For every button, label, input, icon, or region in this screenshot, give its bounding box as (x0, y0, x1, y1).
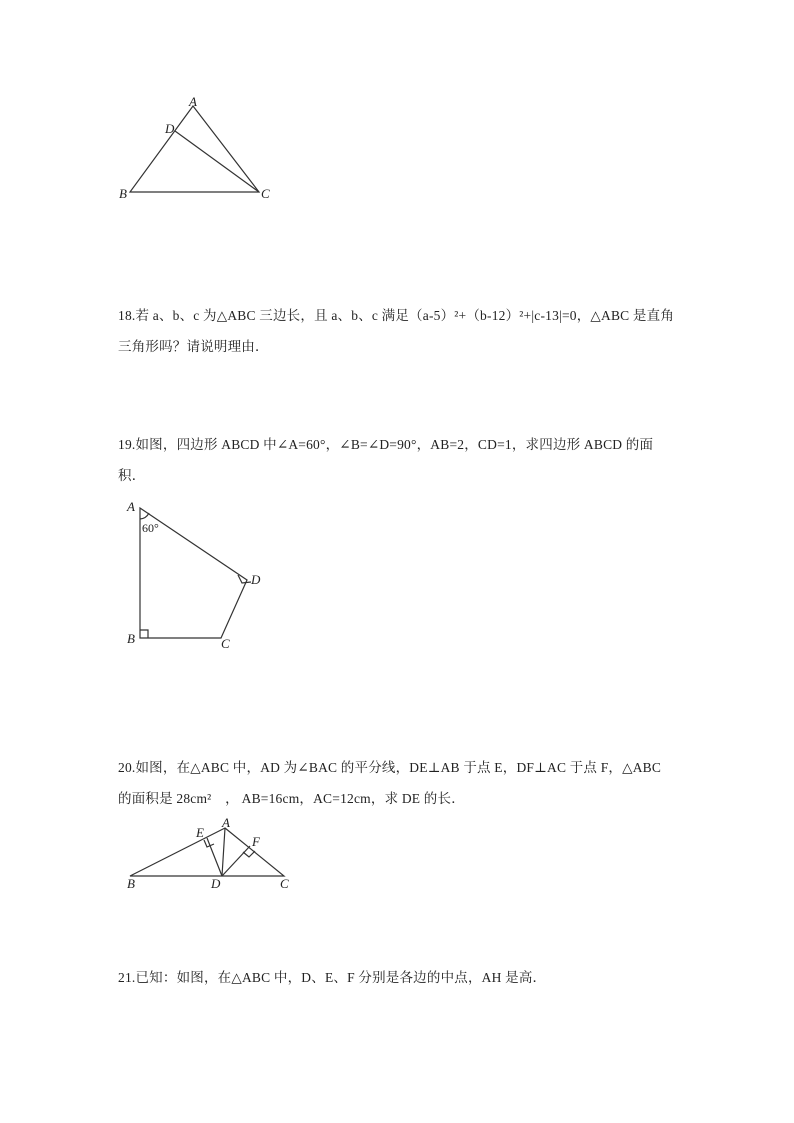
label-f: F (252, 834, 260, 849)
label-d: D (165, 121, 175, 136)
label-d: D (211, 876, 221, 891)
question-21 (118, 962, 678, 993)
question-19-line-1: 19.如图，四边形 ABCD 中∠A=60°，∠B=∠D=90°，AB=2，CD=1，求四边形 ABCD 的面 (118, 437, 654, 452)
question-20-line-2: 的面积是 28cm² ， AB=16cm，AC=12cm，求 DE 的长． (118, 791, 465, 806)
segment-de (207, 838, 222, 876)
segment-ad (222, 828, 225, 876)
angle-a-value: 60° (142, 521, 159, 535)
question-19-line-2: 积． (118, 468, 146, 483)
label-b: B (127, 876, 135, 891)
label-e: E (196, 825, 204, 840)
segment-df (222, 846, 250, 876)
label-a: A (222, 815, 230, 830)
label-b: B (119, 186, 127, 201)
right-angle-mark-b (140, 630, 148, 638)
question-18-line-2: 三角形吗？请说明理由． (118, 339, 269, 354)
triangle-abc-3-outline (130, 825, 284, 876)
question-21-line-1: 21.已知：如图，在△ABC 中，D、E、F 分别是各边的中点，AH 是高． (118, 970, 547, 985)
question-18-line-1: 18.若 a、b、c 为△ABC 三边长，且 a、b、c 满足（a-5）²+（b-12）²+|c-13|=0，△ABC 是直角 (118, 308, 675, 323)
triangle-abc-outline (130, 106, 259, 192)
label-d: D (251, 572, 261, 587)
label-c: C (221, 636, 230, 651)
label-b: B (127, 631, 135, 646)
question-20-line-1: 20.如图，在△ABC 中，AD 为∠BAC 的平分线，DE⊥AB 于点 E，DF⊥AC 于点 F，△ABC (118, 760, 662, 775)
question-20 (118, 752, 678, 814)
label-c: C (280, 876, 289, 891)
label-a: A (189, 94, 197, 109)
label-a: A (127, 499, 135, 514)
label-c: C (261, 186, 270, 201)
question-18 (118, 300, 678, 362)
segment-dc (175, 131, 259, 192)
question-19 (118, 429, 678, 491)
angle-a-arc (140, 513, 149, 519)
